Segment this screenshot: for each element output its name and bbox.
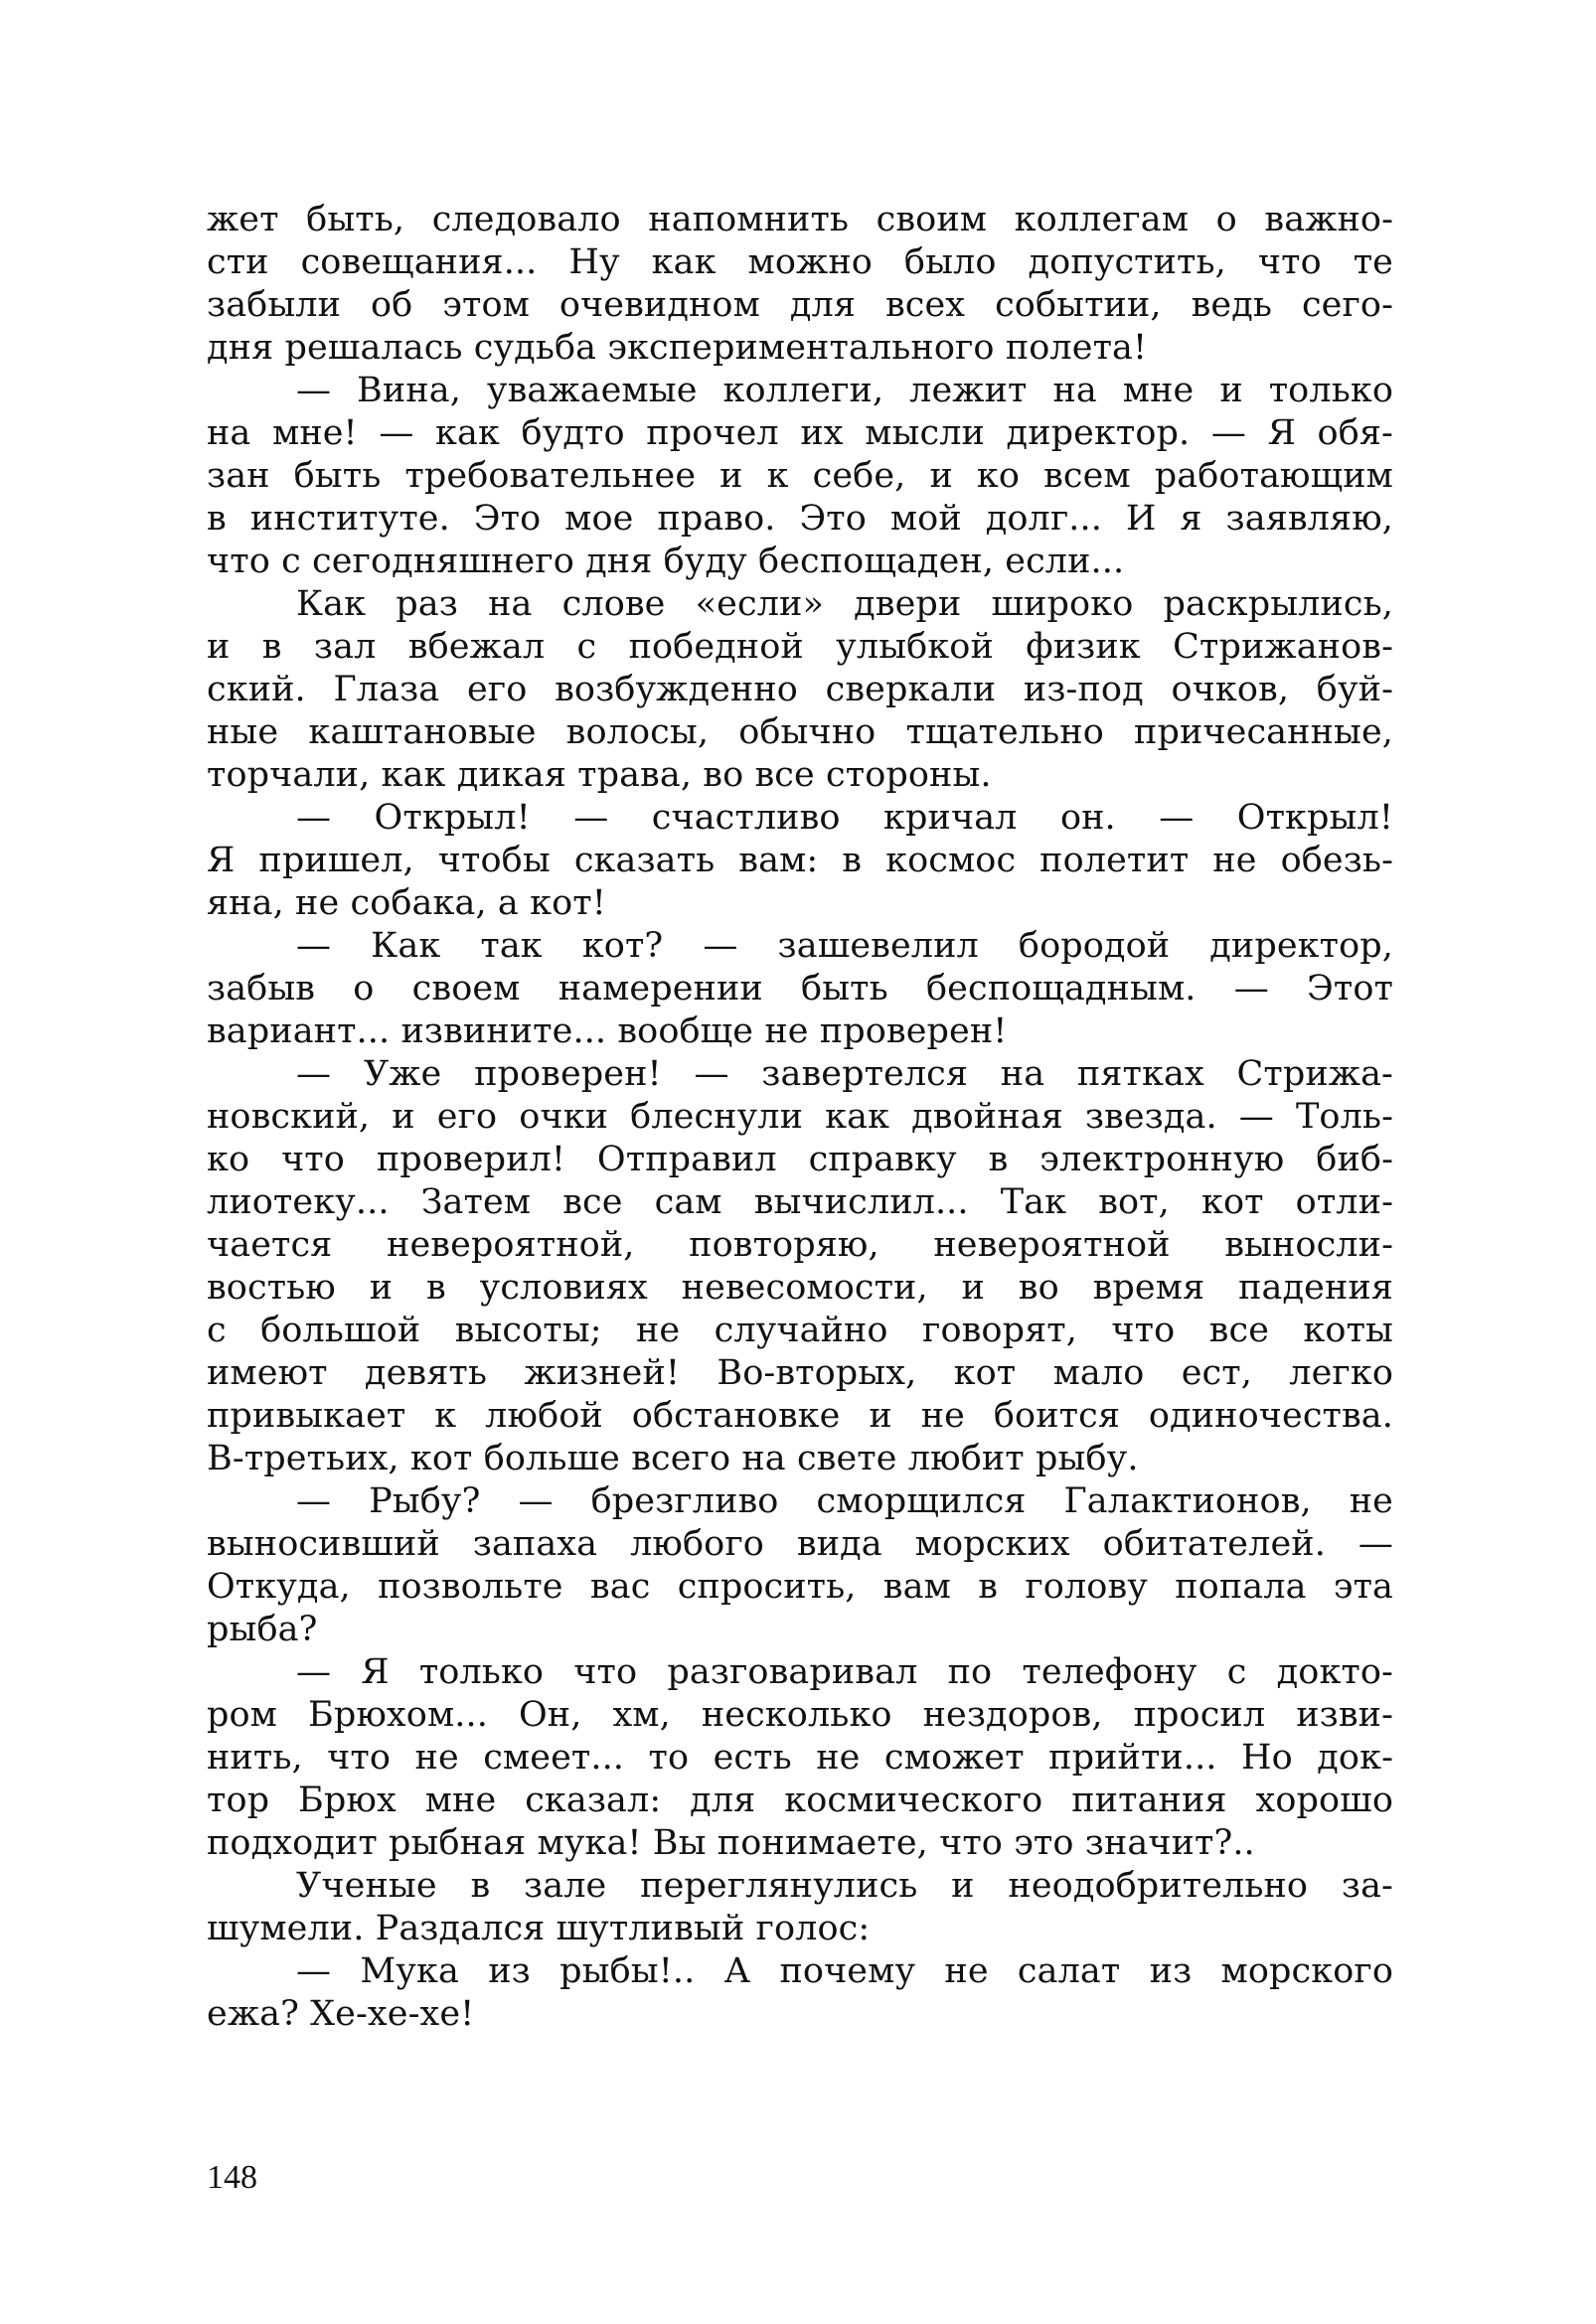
text-line: ский. Глаза его возбужденно сверкали из-под очков, буй- — [207, 670, 1393, 709]
text-line: Как раз на слове «если» двери широко раскрылись, — [296, 584, 1393, 624]
text-line: дня решалась судьба экспериментального полета! — [207, 328, 1148, 368]
page-body-text — [207, 199, 1393, 2036]
text-line: подходит рыбная мука! Вы понимаете, что это значит?.. — [207, 1823, 1255, 1863]
text-line: ные каштановые волосы, обычно тщательно причесанные, — [207, 712, 1393, 752]
page-number: 148 — [207, 2159, 257, 2196]
text-line: чается невероятной, повторяю, невероятной выносли- — [207, 1225, 1393, 1265]
text-line: ко что проверил! Отправил справку в электронную биб- — [207, 1140, 1393, 1179]
text-line: — Открыл! — счастливо кричал он. — Открыл! — [296, 798, 1393, 838]
text-line: жет быть, следовало напомнить своим коллегам о важно- — [207, 200, 1393, 239]
text-line: Откуда, позвольте вас спросить, вам в голову попала эта — [207, 1567, 1393, 1607]
text-line: лиотеку... Затем все сам вычислил... Так вот, кот отли- — [207, 1182, 1393, 1222]
text-line: зан быть требовательнее и к себе, и ко всем работающим — [207, 456, 1393, 496]
text-line: яна, не собака, а кот! — [207, 883, 606, 923]
text-line: что с сегодняшнего дня буду беспощаден, если... — [207, 542, 1125, 581]
text-line: выносивший запаха любого вида морских обитателей. — — [207, 1524, 1393, 1564]
text-line: Я пришел, чтобы сказать вам: в космос полетит не обезь- — [207, 841, 1393, 880]
text-line: в институте. Это мое право. Это мой долг... И я заявляю, — [207, 499, 1393, 539]
text-line: — Вина, уважаемые коллеги, лежит на мне и только — [296, 371, 1393, 410]
text-line: вариант... извините... вообще не проверен! — [207, 1011, 1008, 1051]
text-line: востью и в условиях невесомости, и во время падения — [207, 1268, 1393, 1308]
text-line: забыли об этом очевидном для всех событии, ведь сего- — [207, 285, 1393, 325]
text-line: привыкает к любой обстановке и не боится одиночества. — [207, 1396, 1393, 1436]
text-line: сти совещания... Ну как можно было допустить, что те — [207, 242, 1393, 282]
text-line: — Я только что разговаривал по телефону с докто- — [296, 1652, 1393, 1692]
text-line: Ученые в зале переглянулись и неодобрительно за- — [296, 1866, 1393, 1906]
text-line: торчали, как дикая трава, во все стороны. — [207, 755, 992, 795]
text-line: ежа? Хе-хе-хе! — [207, 1994, 475, 2034]
text-line: — Уже проверен! — завертелся на пятках Стрижа- — [296, 1054, 1393, 1094]
text-line: с большой высоты; не случайно говорят, что все коты — [207, 1311, 1393, 1350]
text-line: на мне! — как будто прочел их мысли директор. — Я обя- — [207, 413, 1393, 453]
text-line: — Мука из рыбы!.. А почему не салат из морского — [296, 1951, 1393, 1991]
text-line: — Рыбу? — брезгливо сморщился Галактионов, не — [296, 1481, 1393, 1521]
text-line: и в зал вбежал с победной улыбкой физик Стрижанов- — [207, 627, 1393, 667]
text-line: шумели. Раздался шутливый голос: — [207, 1909, 871, 1948]
text-line: — Как так кот? — зашевелил бородой директор, — [296, 926, 1393, 966]
text-line: нить, что не смеет... то есть не сможет прийти... Но док- — [207, 1738, 1393, 1778]
text-line: рыба? — [207, 1610, 318, 1649]
text-line: В-третьих, кот больше всего на свете любит рыбу. — [207, 1439, 1139, 1478]
text-line: новский, и его очки блеснули как двойная звезда. — Толь- — [207, 1097, 1393, 1137]
text-line: забыв о своем намерении быть беспощадным. — Этот — [207, 969, 1393, 1008]
text-line: ром Брюхом... Он, хм, несколько нездоров, просил изви- — [207, 1695, 1393, 1735]
text-line: тор Брюх мне сказал: для космического питания хорошо — [207, 1781, 1393, 1820]
text-line: имеют девять жизней! Во-вторых, кот мало ест, легко — [207, 1353, 1393, 1393]
